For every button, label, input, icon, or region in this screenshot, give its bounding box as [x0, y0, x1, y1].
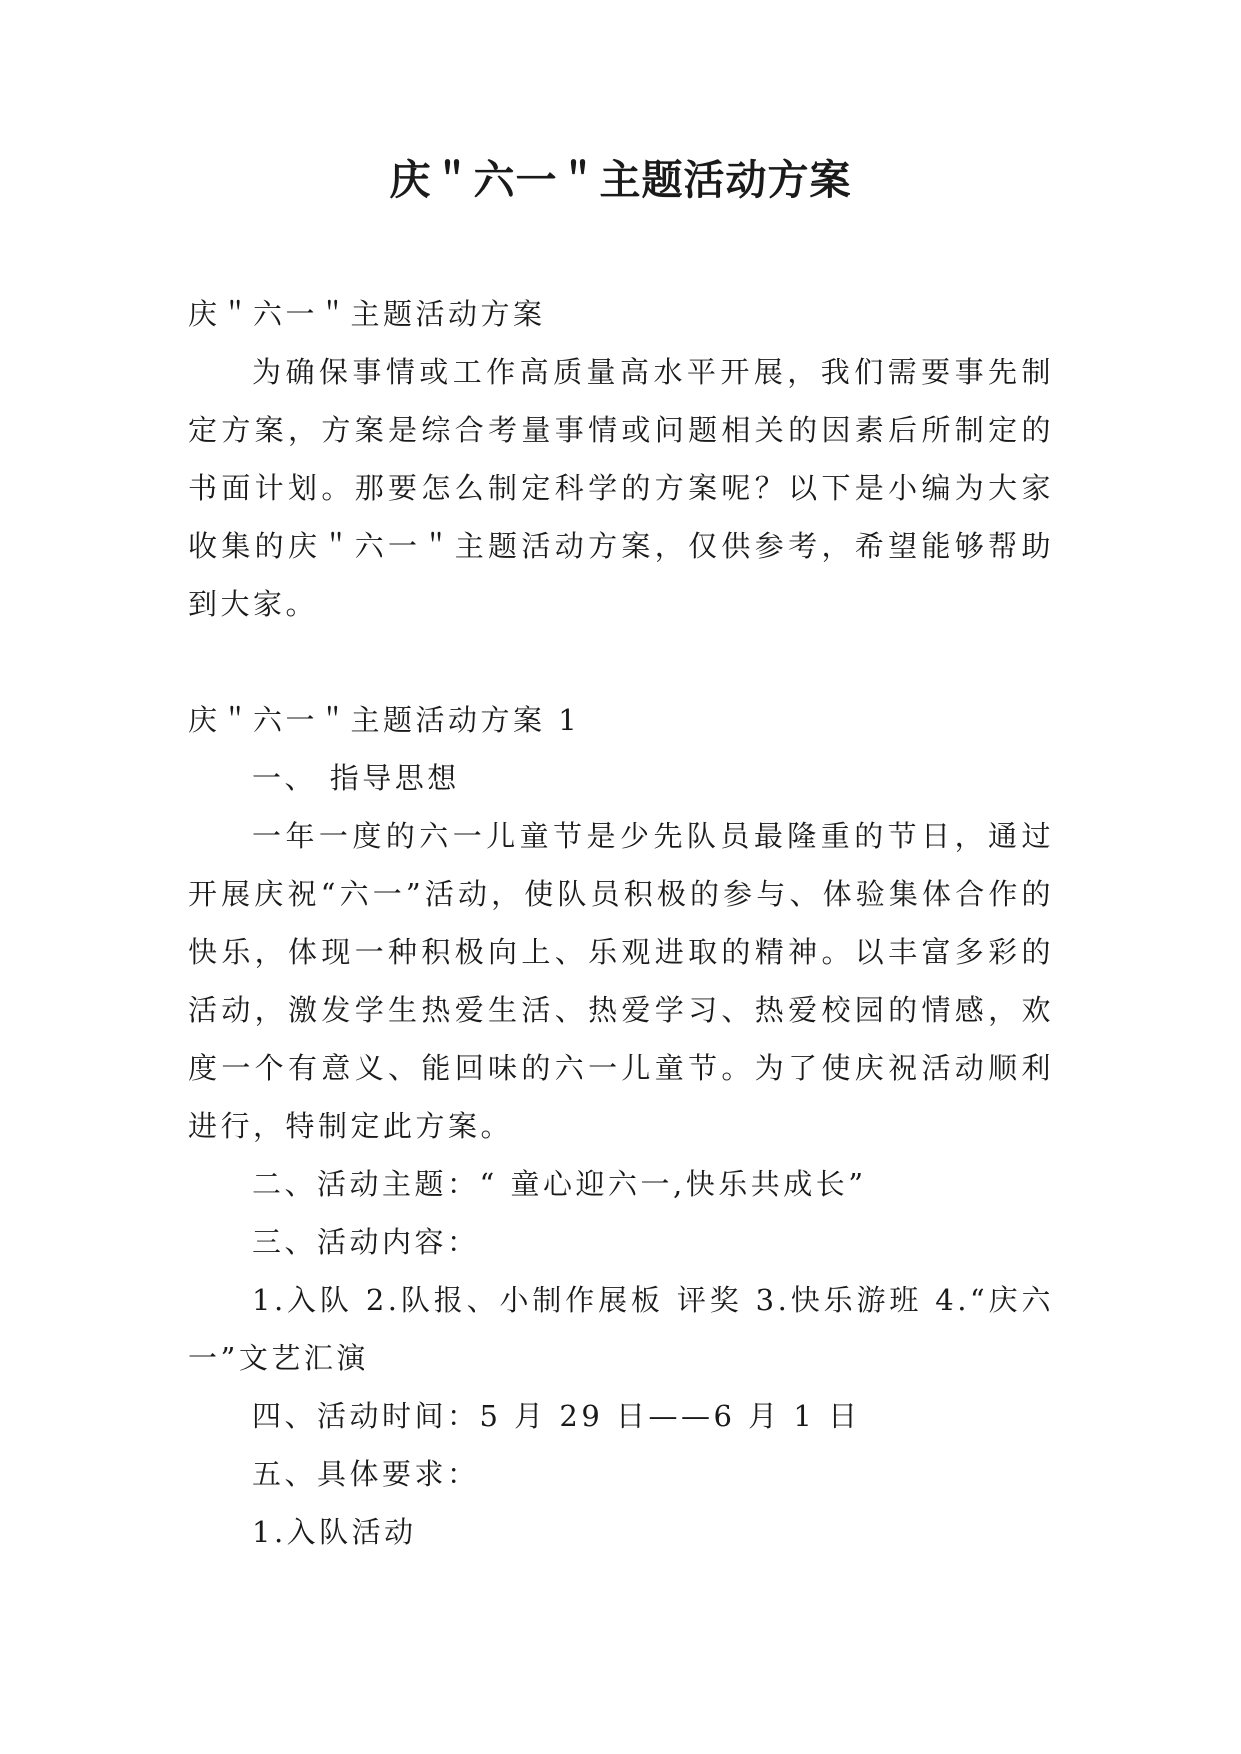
part1-paragraph: 一年一度的六一儿童节是少先队员最隆重的节日，通过开展庆祝“六一”活动，使队员积极的参与、体验集体合作的快乐，体现一种积极向上、乐观进取的精神。以丰富多彩的活动，激发学生热爱生活、热爱学习、热爱校园的情感，欢度一个有意义、能回味的六一儿童节。为了使庆祝活动顺利进行，特制定此方案。 [188, 819, 1054, 1143]
part3-items: 1.入队 2.队报、小制作展板 评奖 3.快乐游班 4.“庆六一”文艺汇演 [188, 1283, 1054, 1375]
paragraph-spacer [188, 633, 1054, 691]
section-heading: 庆＂六一＂主题活动方案 1 [188, 703, 581, 737]
document-body [188, 285, 1054, 1561]
part4-time: 四、活动时间：5 月 29 日——6 月 1 日 [252, 1399, 861, 1433]
document-subtitle: 庆＂六一＂主题活动方案 [188, 297, 546, 331]
part1-heading: 一、 指导思想 [252, 761, 460, 795]
document-title: 庆＂六一＂主题活动方案 [389, 156, 852, 204]
part2-theme: 二、活动主题：“ 童心迎六一,快乐共成长” [252, 1167, 867, 1201]
part5-heading: 五、具体要求： [252, 1457, 480, 1491]
part3-heading: 三、活动内容： [252, 1225, 480, 1259]
intro-paragraph: 为确保事情或工作高质量高水平开展，我们需要事先制定方案，方案是综合考量事情或问题相关的因素后所制定的书面计划。那要怎么制定科学的方案呢？以下是小编为大家收集的庆＂六一＂主题活动方案，仅供参考，希望能够帮助到大家。 [188, 355, 1054, 621]
part5-item-1: 1.入队活动 [252, 1515, 417, 1549]
